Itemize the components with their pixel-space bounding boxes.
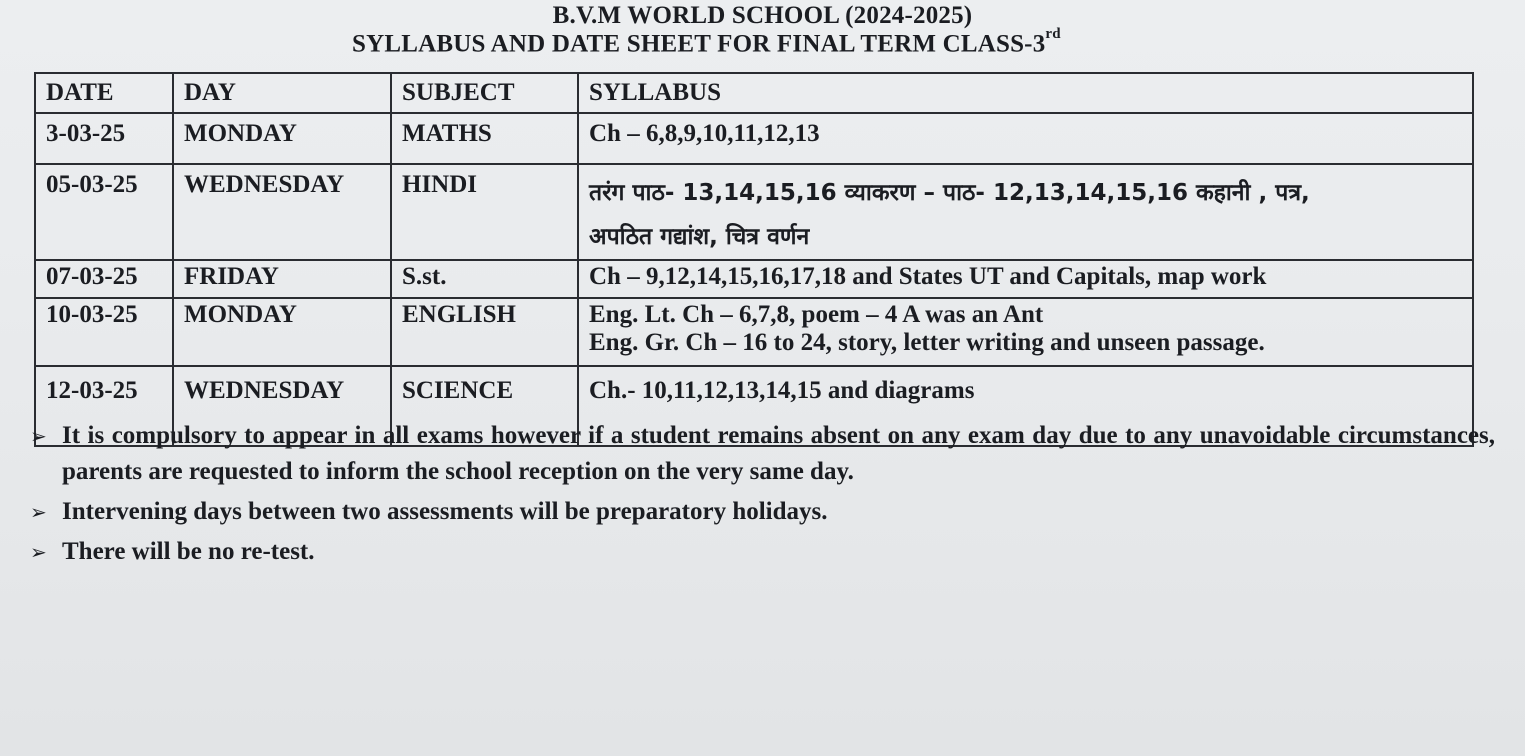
date-cell: 3-03-25 <box>35 113 173 164</box>
day-cell: MONDAY <box>173 298 391 366</box>
syllabus-line: अपठित गद्यांश, चित्र वर्णन <box>589 224 810 250</box>
arrowhead-bullet-icon: ➢ <box>30 540 47 564</box>
note-text: There will be no re-test. <box>62 538 315 565</box>
syllabus-cell <box>578 164 1473 260</box>
subject-cell: HINDI <box>391 164 578 260</box>
subject-cell: S.st. <box>391 260 578 298</box>
date-cell: 05-03-25 <box>35 164 173 260</box>
title-text: SYLLABUS AND DATE SHEET FOR FINAL TERM CLASS-3 <box>352 30 1046 58</box>
syllabus-line: Ch.- 10,11,12,13,14,15 and diagrams <box>589 377 975 404</box>
notes-list <box>30 418 1495 574</box>
date-sheet-table <box>34 72 1474 447</box>
arrowhead-bullet-icon: ➢ <box>30 500 47 524</box>
note-item <box>30 418 1495 490</box>
table-row <box>35 260 1473 298</box>
header-date: DATE <box>35 73 173 113</box>
day-cell: MONDAY <box>173 113 391 164</box>
note-item <box>30 534 1495 570</box>
subject-cell: SCIENCE <box>391 366 578 446</box>
title-superscript: rd <box>1045 26 1061 42</box>
date-cell: 07-03-25 <box>35 260 173 298</box>
syllabus-cell <box>578 260 1473 298</box>
table-row <box>35 298 1473 366</box>
syllabus-line: Eng. Gr. Ch – 16 to 24, story, letter writing and unseen passage. <box>589 329 1265 356</box>
subject-cell: MATHS <box>391 113 578 164</box>
syllabus-line: Ch – 9,12,14,15,16,17,18 and States UT and Capitals, map work <box>589 263 1267 290</box>
note-item <box>30 494 1495 530</box>
syllabus-cell <box>578 298 1473 366</box>
syllabus-line: Eng. Lt. Ch – 6,7,8, poem – 4 A was an Ant <box>589 301 1044 328</box>
subject-cell: ENGLISH <box>391 298 578 366</box>
table-header-row <box>35 73 1473 113</box>
table-row <box>35 164 1473 260</box>
school-name: B.V.M WORLD SCHOOL (2024-2025) <box>552 2 973 29</box>
day-cell: WEDNESDAY <box>173 164 391 260</box>
date-cell: 12-03-25 <box>35 366 173 446</box>
syllabus-line: Ch – 6,8,9,10,11,12,13 <box>589 120 820 147</box>
syllabus-cell <box>578 113 1473 164</box>
note-text: It is compulsory to appear in all exams however if a student remains absent on any exam day due to any unavoidable circumstances, parents are requested to inform the school reception on the very same day. <box>62 422 1495 485</box>
arrowhead-bullet-icon: ➢ <box>30 424 47 448</box>
day-cell: WEDNESDAY <box>173 366 391 446</box>
date-cell: 10-03-25 <box>35 298 173 366</box>
syllabus-line: तरंग पाठ- 13,14,15,16 व्याकरण – पाठ- 12,13,14,15,16 कहानी , पत्र, <box>589 180 1310 206</box>
header-syllabus: SYLLABUS <box>578 73 1473 113</box>
note-text: Intervening days between two assessments will be preparatory holidays. <box>62 498 828 525</box>
header-day: DAY <box>173 73 391 113</box>
document-title <box>352 26 1061 58</box>
header-subject: SUBJECT <box>391 73 578 113</box>
table-row <box>35 113 1473 164</box>
day-cell: FRIDAY <box>173 260 391 298</box>
